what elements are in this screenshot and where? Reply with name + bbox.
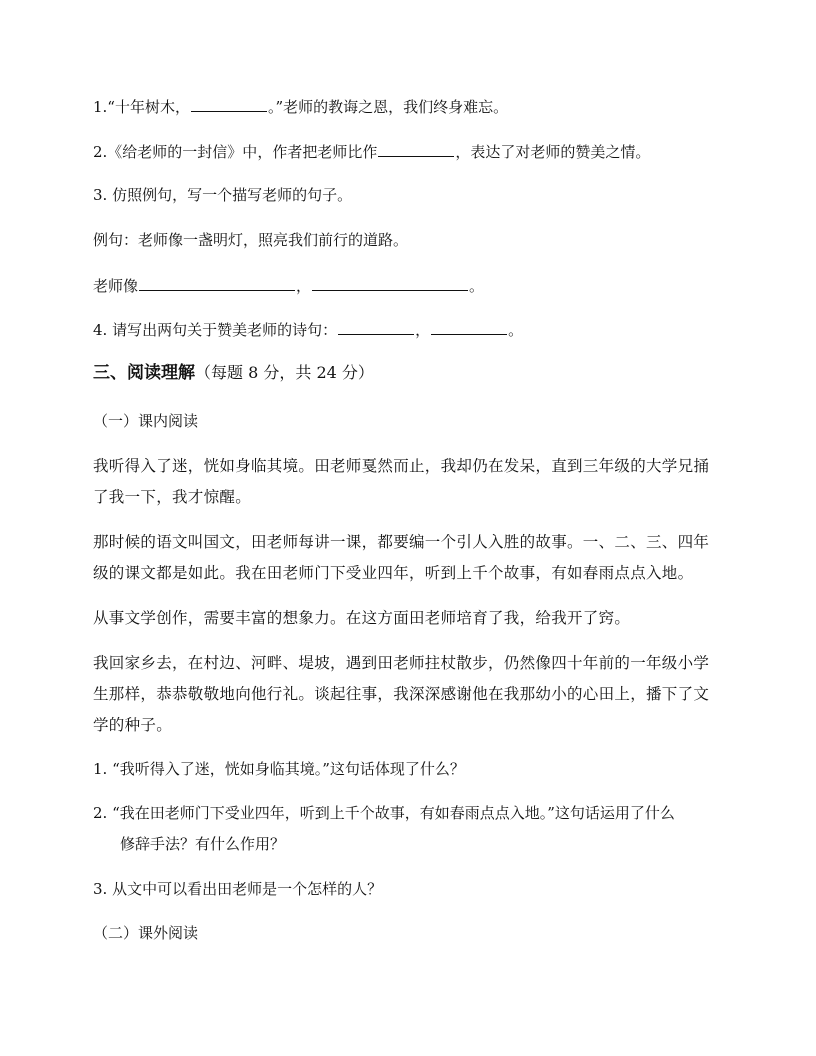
q4-end: 。 — [508, 321, 524, 339]
q4-text: 4. 请写出两句关于赞美老师的诗句： — [93, 321, 338, 339]
q4-blank-2[interactable] — [431, 319, 507, 335]
question-4 — [93, 319, 733, 340]
question-2 — [93, 141, 733, 162]
answer-blank-2[interactable] — [312, 275, 468, 291]
answer-line — [93, 275, 733, 296]
q2-text-after: ，表达了对老师的赞美之情。 — [455, 143, 651, 161]
answer-prefix: 老师像 — [93, 277, 139, 295]
answer-comma: ， — [296, 277, 312, 295]
passage-line: 从事文学创作，需要丰富的想象力。在这方面田老师培育了我，给我开了窍。 — [93, 609, 631, 627]
passage-line: 生那样，恭恭敬敬地向他行礼。谈起往事，我深深感谢他在我那幼小的心田上，播下了文 — [93, 685, 710, 703]
reading-question-3: 3. 从文中可以看出田老师是一个怎样的人？ — [93, 880, 383, 898]
answer-end: 。 — [469, 277, 485, 295]
q4-comma: ， — [415, 321, 431, 339]
q4-blank-1[interactable] — [338, 319, 414, 335]
passage-line: 我听得入了迷，恍如身临其境。田老师戛然而止，我却仍在发呆，直到三年级的大学兄捅 — [93, 457, 710, 475]
reading-question-2: 2. “我在田老师门下受业四年，听到上千个故事，有如春雨点点入地。”这句话运用了什么 — [93, 804, 675, 822]
example-sentence: 例句：老师像一盏明灯，照亮我们前行的道路。 — [93, 231, 409, 249]
passage-line: 学的种子。 — [93, 716, 173, 734]
part-2-label: （二）课外阅读 — [93, 924, 199, 942]
answer-blank-1[interactable] — [139, 275, 295, 291]
q2-text-before: 2.《给老师的一封信》中，作者把老师比作 — [93, 143, 378, 161]
question-3: 3. 仿照例句，写一个描写老师的句子。 — [93, 186, 353, 204]
question-1 — [93, 96, 733, 117]
reading-question-1: 1. “我听得入了迷，恍如身临其境。”这句话体现了什么？ — [93, 760, 465, 778]
section-3-heading — [93, 363, 733, 383]
passage-line: 我回家乡去，在村边、河畔、堤坡，遇到田老师拄杖散步，仍然像四十年前的一年级小学 — [93, 654, 710, 672]
reading-question-2-cont: 修辞手法？有什么作用？ — [120, 835, 286, 853]
passage-line: 那时候的语文叫国文，田老师每讲一课，都要编一个引人入胜的故事。一、二、三、四年 — [93, 533, 710, 551]
passage-line: 级的课文都是如此。我在田老师门下受业四年，听到上千个故事，有如春雨点点入地。 — [93, 564, 694, 582]
q1-blank[interactable] — [191, 96, 267, 112]
q1-text-before: 1.“十年树木， — [93, 98, 190, 116]
section-3-title: 三、阅读理解 — [93, 363, 195, 383]
section-3-note: （每题 8 分，共 24 分） — [195, 363, 374, 382]
q2-blank[interactable] — [378, 141, 454, 157]
passage-line: 了我一下，我才惊醒。 — [93, 488, 252, 506]
q1-text-after: 。”老师的教诲之恩，我们终身难忘。 — [267, 98, 509, 116]
part-1-label: （一）课内阅读 — [93, 412, 199, 430]
